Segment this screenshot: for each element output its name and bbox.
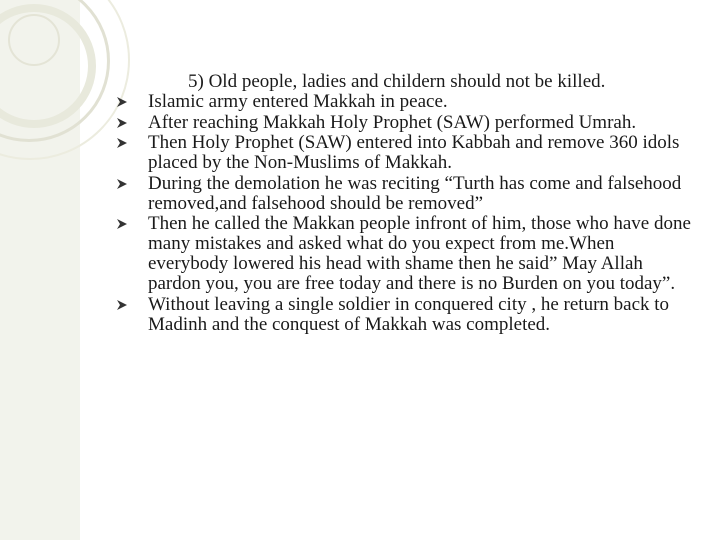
arrow-bullet-icon — [116, 218, 128, 230]
intro-line: 5) Old people, ladies and childern should not be killed. — [188, 71, 606, 92]
list-item — [116, 214, 696, 294]
list-item — [116, 174, 696, 214]
bullet-list — [116, 92, 696, 335]
bullet-text: After reaching Makkah Holy Prophet (SAW) performed Umrah. — [148, 111, 637, 133]
arrow-bullet-icon — [116, 137, 128, 149]
arrow-bullet-icon — [116, 117, 128, 129]
list-item — [116, 113, 696, 133]
arrow-bullet-icon — [116, 178, 128, 190]
list-item — [116, 92, 696, 112]
decorative-circle — [8, 14, 60, 66]
bullet-text: Islamic army entered Makkah in peace. — [148, 91, 448, 112]
slide-body — [116, 72, 696, 335]
list-item — [116, 133, 696, 173]
bullet-text: Without leaving a single soldier in conquered city , he return back to Madinh and the conquest of Makkah was completed. — [148, 293, 670, 335]
list-item — [116, 295, 696, 335]
bullet-text: During the demolation he was reciting “Turth has come and falsehood removed,and falsehood should be removed” — [148, 172, 682, 214]
bullet-text: Then Holy Prophet (SAW) entered into Kabbah and remove 360 idols placed by the Non-Muslims of Makkah. — [148, 132, 680, 173]
bullet-text: Then he called the Makkan people infront of him, those who have done many mistakes and asked what do you expect from me.When everybody lowered his head with shame then he said” May Allah pardon you, you are free today and there is no Burden on you today”. — [148, 213, 691, 294]
arrow-bullet-icon — [116, 96, 128, 108]
arrow-bullet-icon — [116, 299, 128, 311]
